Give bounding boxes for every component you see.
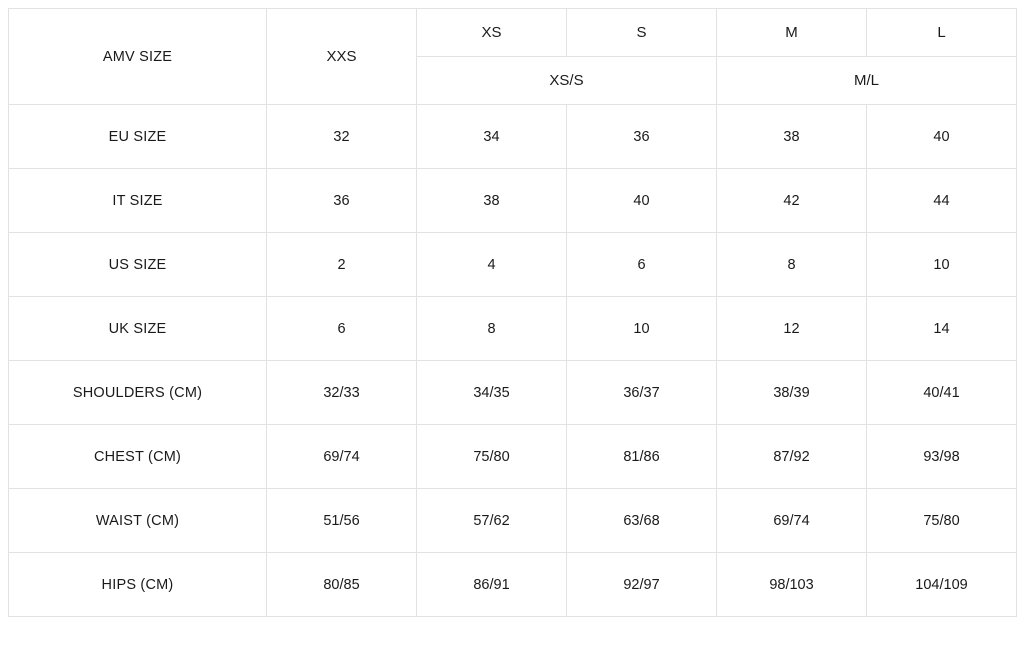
row-value: 6: [267, 297, 417, 361]
header-amv-size: AMV SIZE: [9, 9, 267, 105]
table-row: [9, 553, 1017, 617]
row-value: 87/92: [717, 425, 867, 489]
row-label: UK SIZE: [9, 297, 267, 361]
row-label: HIPS (CM): [9, 553, 267, 617]
row-value: 38: [417, 169, 567, 233]
row-value: 75/80: [867, 489, 1017, 553]
row-value: 32/33: [267, 361, 417, 425]
table-row: [9, 233, 1017, 297]
row-label: IT SIZE: [9, 169, 267, 233]
row-value: 40: [867, 105, 1017, 169]
table-row: [9, 297, 1017, 361]
row-value: 38: [717, 105, 867, 169]
row-value: 34/35: [417, 361, 567, 425]
row-value: 92/97: [567, 553, 717, 617]
row-value: 86/91: [417, 553, 567, 617]
row-value: 36: [267, 169, 417, 233]
row-value: 75/80: [417, 425, 567, 489]
row-value: 32: [267, 105, 417, 169]
row-value: 51/56: [267, 489, 417, 553]
header-size-xs: XS: [417, 9, 567, 57]
header-size-xxs: XXS: [267, 9, 417, 105]
row-value: 36: [567, 105, 717, 169]
row-value: 14: [867, 297, 1017, 361]
table-row: [9, 489, 1017, 553]
row-value: 42: [717, 169, 867, 233]
row-value: 63/68: [567, 489, 717, 553]
table-row: [9, 425, 1017, 489]
row-label: US SIZE: [9, 233, 267, 297]
row-value: 2: [267, 233, 417, 297]
table-row: [9, 169, 1017, 233]
header-group-m-l: M/L: [717, 57, 1017, 105]
table-row: [9, 105, 1017, 169]
header-size-l: L: [867, 9, 1017, 57]
row-label: CHEST (CM): [9, 425, 267, 489]
row-value: 34: [417, 105, 567, 169]
table-row: [9, 361, 1017, 425]
row-label: EU SIZE: [9, 105, 267, 169]
row-value: 10: [867, 233, 1017, 297]
size-chart-table: [8, 8, 1017, 617]
row-value: 36/37: [567, 361, 717, 425]
table-header-row: [9, 9, 1017, 57]
row-value: 8: [717, 233, 867, 297]
row-value: 44: [867, 169, 1017, 233]
header-group-xs-s: XS/S: [417, 57, 717, 105]
header-size-s: S: [567, 9, 717, 57]
row-value: 10: [567, 297, 717, 361]
row-value: 80/85: [267, 553, 417, 617]
row-value: 104/109: [867, 553, 1017, 617]
row-value: 12: [717, 297, 867, 361]
row-value: 4: [417, 233, 567, 297]
size-chart-container: [8, 0, 1016, 617]
row-value: 6: [567, 233, 717, 297]
row-value: 38/39: [717, 361, 867, 425]
row-value: 40: [567, 169, 717, 233]
row-value: 69/74: [717, 489, 867, 553]
row-value: 57/62: [417, 489, 567, 553]
row-label: WAIST (CM): [9, 489, 267, 553]
row-value: 98/103: [717, 553, 867, 617]
row-value: 93/98: [867, 425, 1017, 489]
row-value: 81/86: [567, 425, 717, 489]
row-value: 8: [417, 297, 567, 361]
row-value: 69/74: [267, 425, 417, 489]
row-value: 40/41: [867, 361, 1017, 425]
row-label: SHOULDERS (CM): [9, 361, 267, 425]
header-size-m: M: [717, 9, 867, 57]
